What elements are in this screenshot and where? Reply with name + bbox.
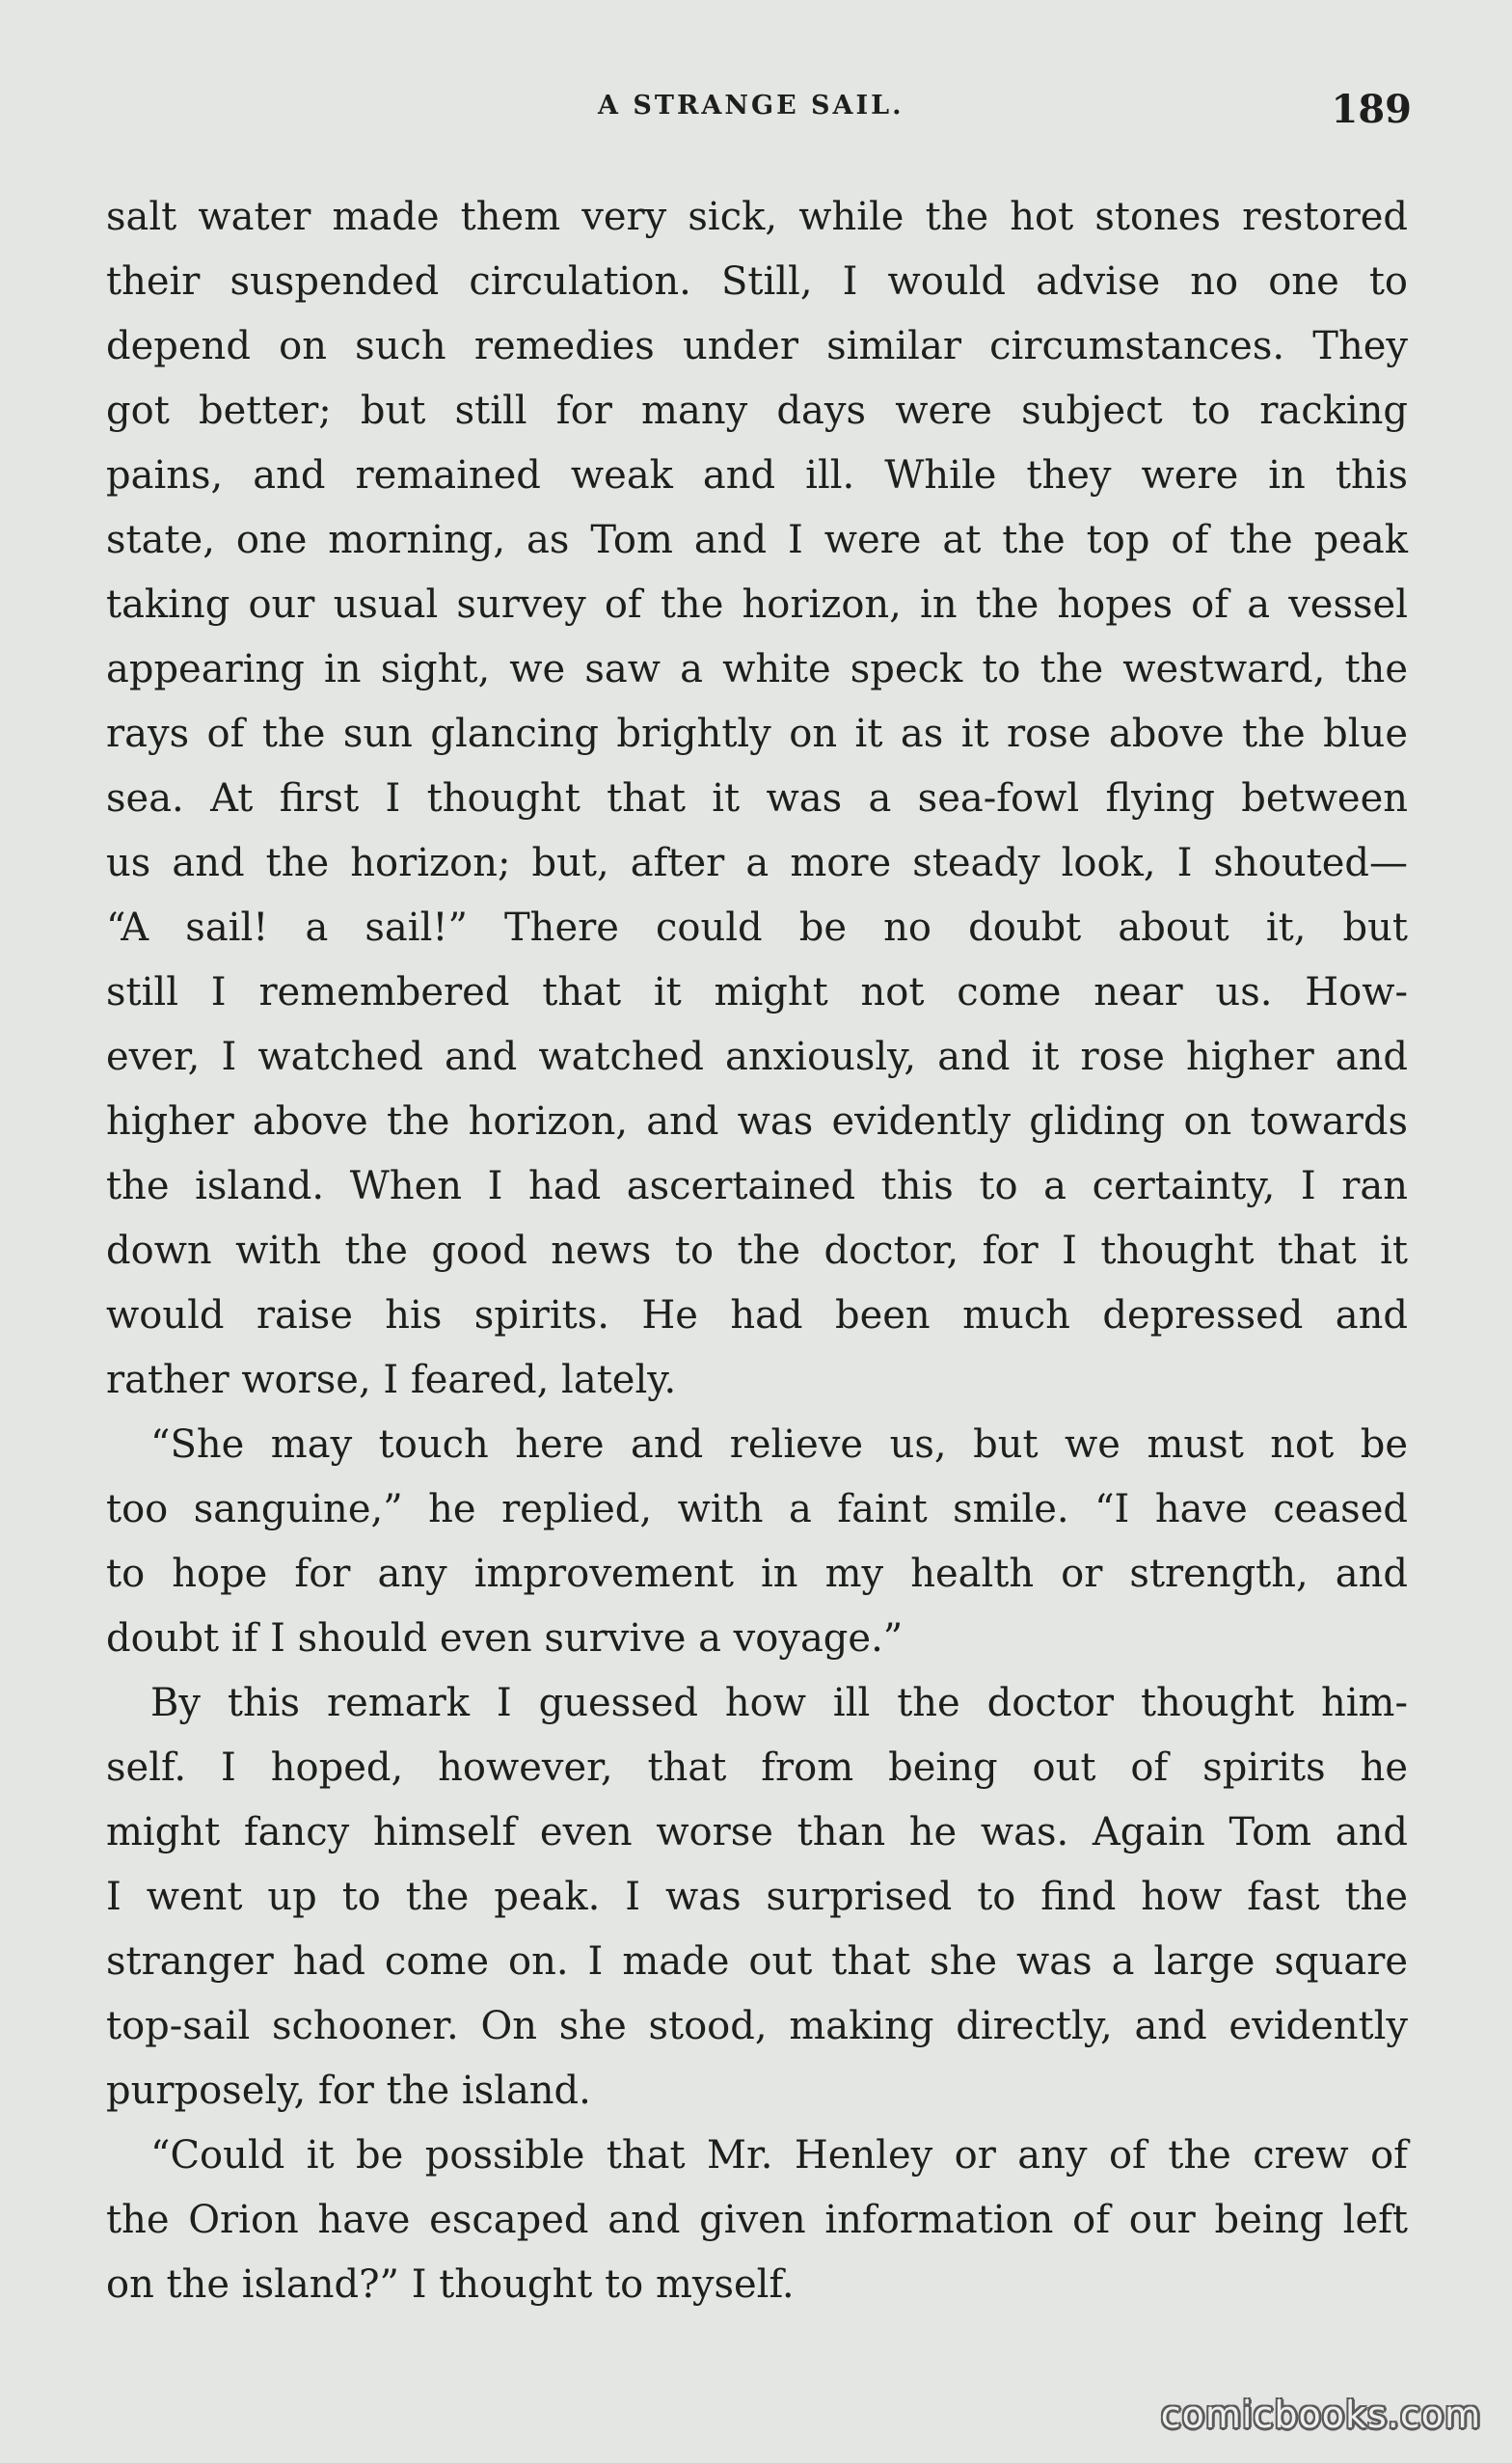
body-text [106,185,1408,2317]
text-line: rather worse, I feared, lately. [106,1358,677,1402]
text-line: down with the good news to the doctor, for I thought that it [106,1229,1408,1273]
text-line: on the island?” I thought to myself. [106,2262,795,2307]
text-line: too sanguine,” he replied, with a faint smile. “I have ceased [106,1487,1408,1531]
text-line: top-sail schooner. On she stood, making directly, and evidently [106,2004,1408,2048]
text-line: their suspended circulation. Still, I would advise no one to [106,259,1408,304]
text-line: pains, and remained weak and ill. While they were in this [106,453,1408,498]
text-line: got better; but still for many days were subject to racking [106,389,1408,433]
text-line: I went up to the peak. I was surprised to find how fast the [106,1875,1408,1919]
text-line: still I remembered that it might not come near us. How- [106,970,1408,1015]
watermark-logo: comicbooks.com [1160,2394,1481,2436]
text-line: would raise his spirits. He had been much depressed and [106,1293,1408,1338]
text-line: purposely, for the island. [106,2069,591,2113]
text-line: salt water made them very sick, while the hot stones restored [106,195,1408,239]
text-line: appearing in sight, we saw a white speck to the westward, the [106,647,1408,691]
text-line: depend on such remedies under similar circumstances. They [106,324,1408,368]
text-line: to hope for any improvement in my health or strength, and [106,1552,1408,1596]
running-title: A STRANGE SAIL. [598,91,904,121]
page-number: 189 [1331,87,1412,132]
text-line: might fancy himself even worse than he was. Again Tom and [106,1810,1408,1854]
text-line: “A sail! a sail!” There could be no doubt about it, but [106,906,1408,950]
text-line: “Could it be possible that Mr. Henley or any of the crew of [150,2133,1408,2178]
text-line: state, one morning, as Tom and I were at the top of the peak [106,518,1408,562]
text-line: us and the horizon; but, after a more steady look, I shouted— [106,841,1408,885]
text-line: taking our usual survey of the horizon, in the hopes of a vessel [106,582,1408,627]
text-line: “She may touch here and relieve us, but we must not be [150,1422,1408,1467]
text-line: self. I hoped, however, that from being out of spirits he [106,1746,1408,1790]
text-line: higher above the horizon, and was evidently gliding on towards [106,1099,1408,1144]
text-line: the Orion have escaped and given information of our being left [106,2198,1408,2242]
text-line: ever, I watched and watched anxiously, and it rose higher and [106,1035,1408,1079]
text-line: By this remark I guessed how ill the doctor thought him- [150,1681,1408,1725]
text-line: sea. At first I thought that it was a sea-fowl flying between [106,776,1408,821]
text-line: doubt if I should even survive a voyage.” [106,1616,904,1661]
text-line: rays of the sun glancing brightly on it as it rose above the blue [106,712,1408,756]
text-line: the island. When I had ascertained this to a certainty, I ran [106,1164,1408,1208]
text-line: stranger had come on. I made out that she was a large square [106,1939,1408,1984]
